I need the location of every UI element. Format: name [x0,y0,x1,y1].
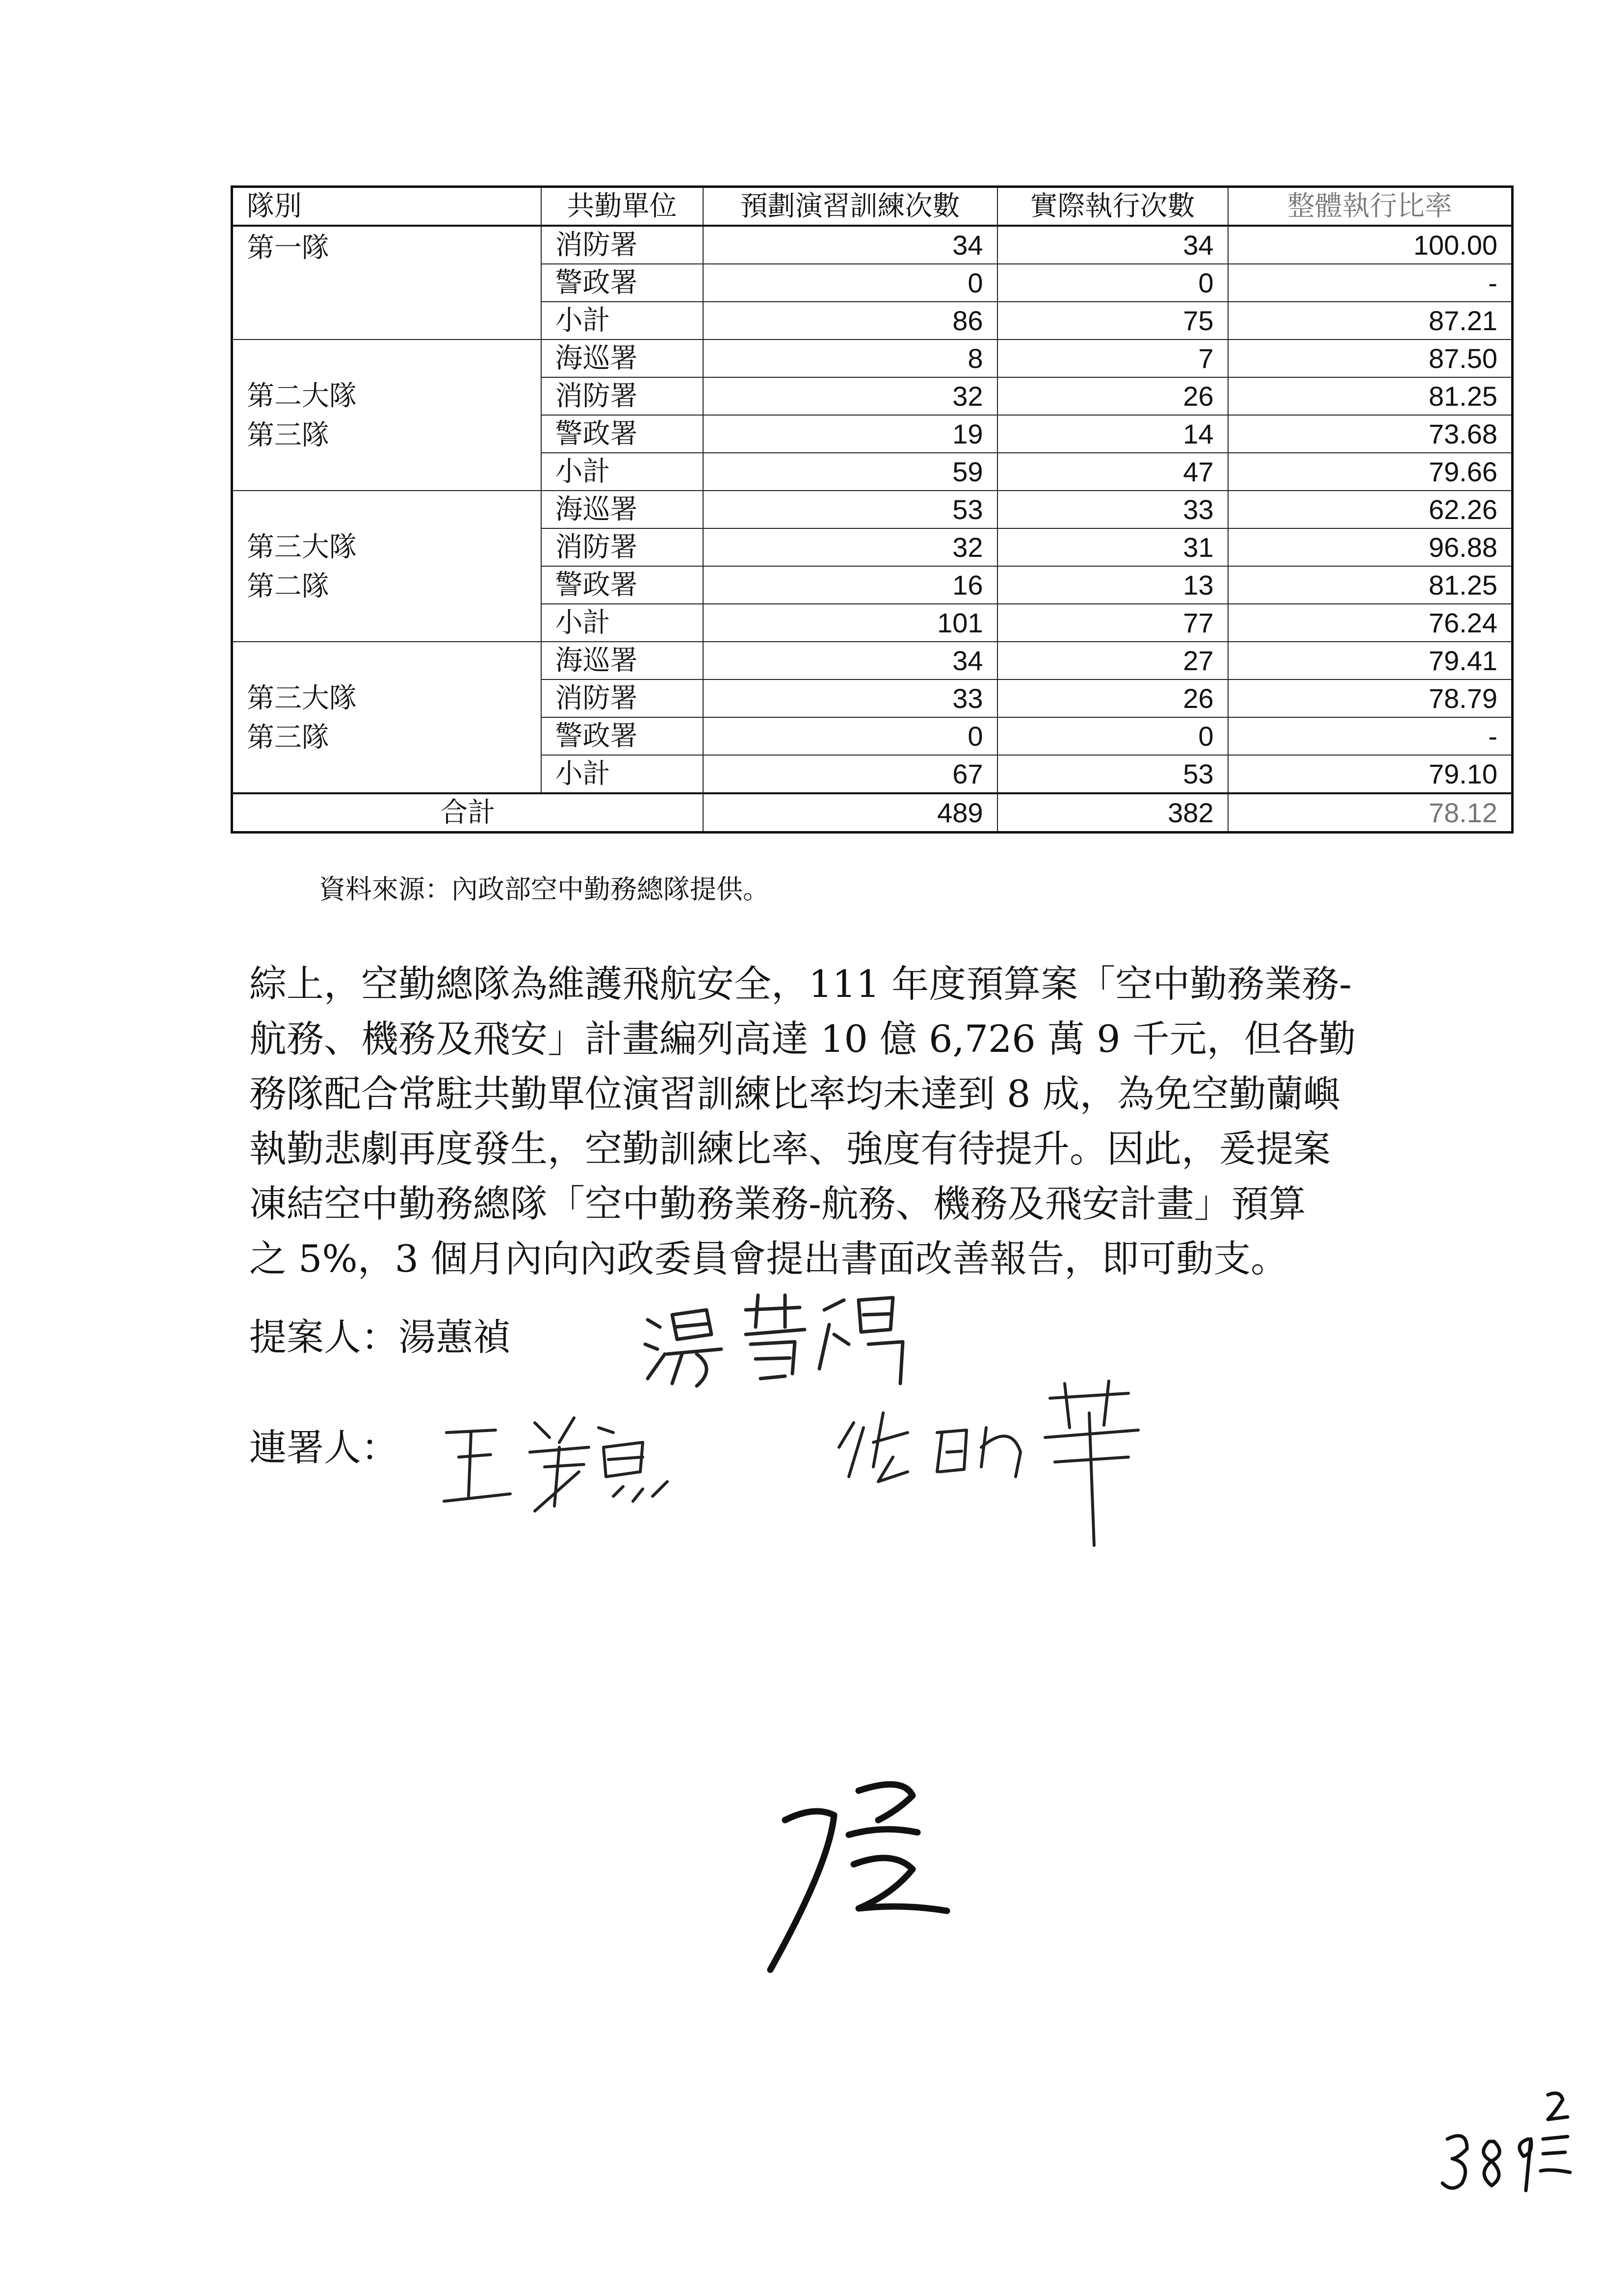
paragraph-line: 務隊配合常駐共勤單位演習訓練比率均未達到 8 成，為免空勤蘭嶼 [249,1072,1341,1116]
actual-cell: 26 [997,679,1228,717]
actual-cell: 53 [997,755,1228,793]
paragraph-line: 執勤悲劇再度發生，空勤訓練比率、強度有待提升。因此，爰提案 [249,1127,1331,1171]
actual-cell: 7 [997,339,1228,377]
planned-cell: 101 [703,604,997,642]
rate-cell: 81.25 [1228,377,1513,415]
team-cell [232,339,541,491]
planned-cell: 34 [703,642,997,679]
unit-cell: 海巡署 [541,339,703,377]
unit-cell: 警政署 [541,717,703,755]
rate-cell: 78.79 [1228,679,1513,717]
unit-cell: 消防署 [541,377,703,415]
team-name: 第二大隊 [247,380,357,412]
unit-cell: 消防署 [541,528,703,566]
actual-cell: 0 [997,717,1228,755]
table-row [232,491,1513,528]
handwritten-signature-cosigner-1 [437,1403,692,1531]
planned-cell: 59 [703,453,997,491]
planned-cell: 32 [703,377,997,415]
unit-cell: 消防署 [541,679,703,717]
source-note: 資料來源：內政部空中勤務總隊提供。 [319,874,769,905]
total-planned: 489 [703,793,997,833]
rate-cell: 79.41 [1228,642,1513,679]
team-name: 第二隊 [247,571,329,602]
actual-cell: 0 [997,264,1228,302]
handwritten-mark-center [756,1776,986,1982]
table-row [232,642,1513,679]
column-header: 隊別 [232,187,541,226]
planned-cell: 53 [703,491,997,528]
unit-cell: 海巡署 [541,491,703,528]
planned-cell: 8 [703,339,997,377]
rate-cell: 79.10 [1228,755,1513,793]
actual-cell: 47 [997,453,1228,491]
summary-paragraph [249,957,1535,1286]
planned-cell: 0 [703,264,997,302]
unit-cell: 消防署 [541,226,703,264]
planned-cell: 16 [703,566,997,604]
total-actual: 382 [997,793,1228,833]
planned-cell: 0 [703,717,997,755]
planned-cell: 86 [703,302,997,339]
unit-cell: 小計 [541,604,703,642]
unit-cell: 警政署 [541,415,703,453]
total-row [232,793,1513,833]
actual-cell: 31 [997,528,1228,566]
rate-cell: 76.24 [1228,604,1513,642]
rate-cell: 79.66 [1228,453,1513,491]
planned-cell: 33 [703,679,997,717]
total-label: 合計 [232,793,703,833]
unit-cell: 小計 [541,302,703,339]
rate-cell: 96.88 [1228,528,1513,566]
actual-cell: 75 [997,302,1228,339]
planned-cell: 19 [703,415,997,453]
rate-cell: 73.68 [1228,415,1513,453]
paragraph-line: 之 5%，3 個月內向內政委員會提出書面改善報告，即可動支。 [249,1237,1288,1280]
team-cell [232,491,541,642]
actual-cell: 26 [997,377,1228,415]
unit-cell: 警政署 [541,566,703,604]
handwritten-page-number [1438,2085,1575,2198]
planned-cell: 34 [703,226,997,264]
actual-cell: 33 [997,491,1228,528]
unit-cell: 小計 [541,755,703,793]
column-header: 預劃演習訓練次數 [703,187,997,226]
column-header: 共勤單位 [541,187,703,226]
team-name: 第三大隊 [247,531,357,563]
team-cell [232,226,541,339]
table-row [232,339,1513,377]
unit-cell: 海巡署 [541,642,703,679]
planned-cell: 67 [703,755,997,793]
rate-cell: - [1228,264,1513,302]
paragraph-line: 綜上，空勤總隊為維護飛航安全，111 年度預算案「空中勤務業務- [249,962,1352,1006]
actual-cell: 77 [997,604,1228,642]
training-ratio-table [231,185,1514,834]
rate-cell: - [1228,717,1513,755]
column-header: 實際執行次數 [997,187,1228,226]
team-cell [232,642,541,793]
paragraph-line: 凍結空中勤務總隊「空中勤務業務-航務、機務及飛安計畫」預算 [249,1182,1306,1226]
team-name: 第三隊 [247,722,329,754]
paragraph-line: 航務、機務及飛安」計畫編列高達 10 億 6,726 萬 9 千元，但各勤 [249,1017,1356,1061]
rate-cell: 87.21 [1228,302,1513,339]
actual-cell: 27 [997,642,1228,679]
rate-cell: 81.25 [1228,566,1513,604]
team-name: 第一隊 [247,232,329,264]
rate-cell: 100.00 [1228,226,1513,264]
rate-cell: 87.50 [1228,339,1513,377]
actual-cell: 14 [997,415,1228,453]
actual-cell: 13 [997,566,1228,604]
team-name: 第三隊 [247,419,329,451]
actual-cell: 34 [997,226,1228,264]
proposer-line: 提案人：湯蕙禎 [249,1315,510,1359]
planned-cell: 32 [703,528,997,566]
table-header-row [232,187,1513,226]
team-name: 第三大隊 [247,682,357,714]
column-header: 整體執行比率 [1228,187,1513,226]
rate-cell: 62.26 [1228,491,1513,528]
unit-cell: 小計 [541,453,703,491]
training-table-container [231,185,1514,834]
handwritten-signature-cosigner-2 [834,1369,1168,1555]
table-row [232,226,1513,264]
total-rate: 78.12 [1228,793,1513,833]
cosigner-line: 連署人： [249,1426,398,1469]
unit-cell: 警政署 [541,264,703,302]
